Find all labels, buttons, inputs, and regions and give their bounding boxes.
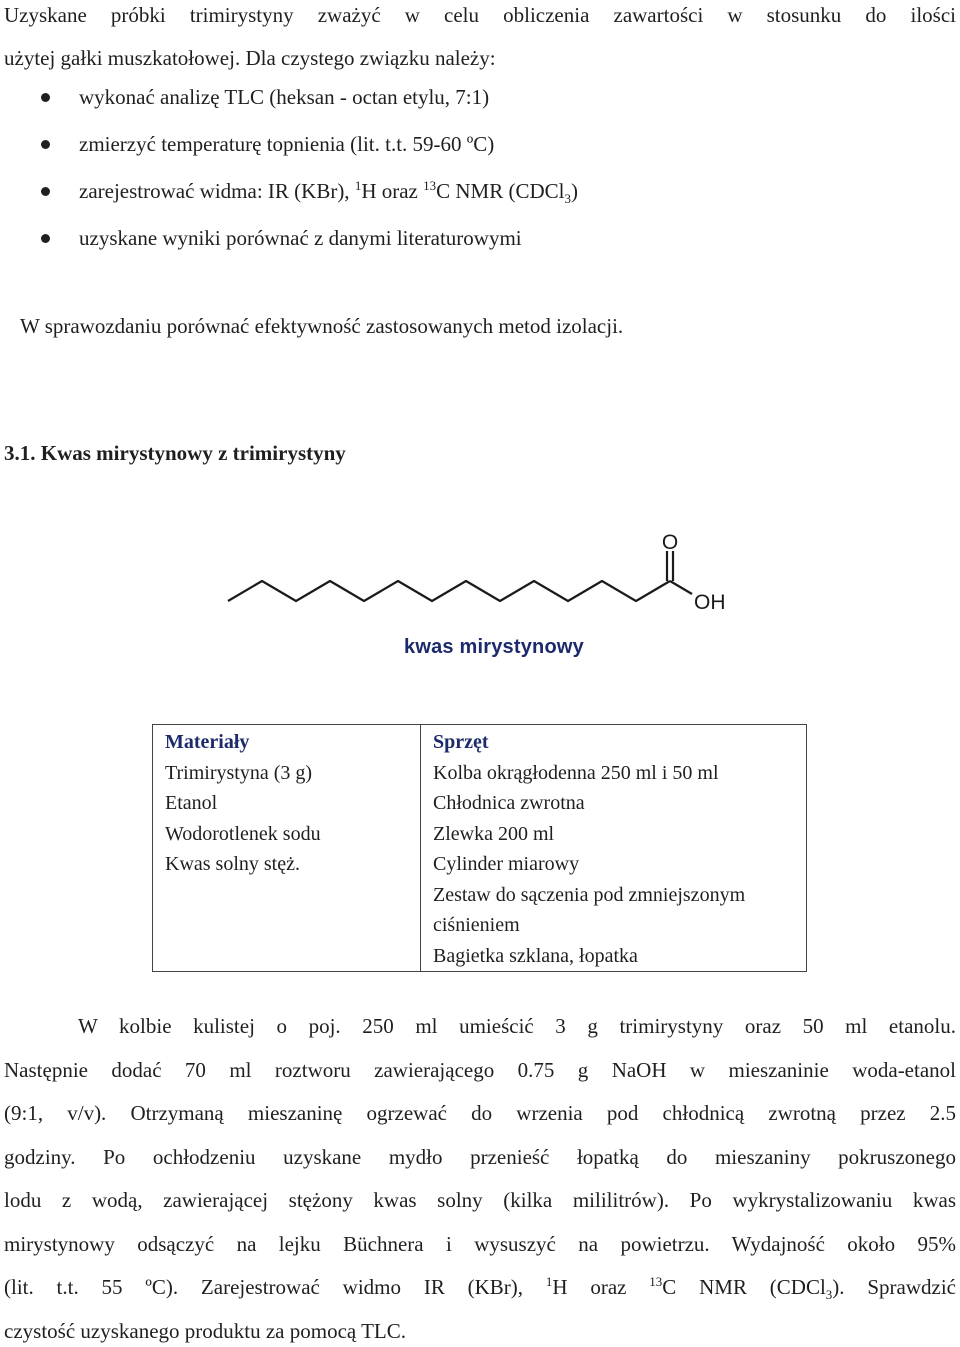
materials-table <box>152 724 807 972</box>
procedure-line: czystość uzyskanego produktu za pomocą TLC. <box>4 1319 407 1343</box>
procedure-line: Następnie dodać 70 ml roztworu zawierającego 0.75 g NaOH w mieszaninie woda-etanol <box>4 1058 956 1082</box>
procedure-line: (9:1, v/v). Otrzymaną mieszaninę ogrzewać do wrzenia pod chłodnicą zwrotną przez 2.5 <box>4 1101 956 1125</box>
structure-name: kwas mirystynowy <box>404 636 584 658</box>
list-item: wykonać analizę TLC (heksan - octan etylu, 7:1) <box>0 84 578 131</box>
intro-line-2: użytej gałki muszkatołowej. Dla czystego związku należy: <box>4 46 496 70</box>
bullet-icon <box>41 187 50 196</box>
hydroxyl-bond <box>670 581 692 594</box>
procedure-line: W kolbie kulistej o poj. 250 ml umieścić 3 g trimirystyny oraz 50 ml etanolu. <box>78 1014 956 1038</box>
equipment-item: Chłodnica zwrotna <box>433 792 585 814</box>
list-item: zmierzyć temperaturę topnienia (lit. t.t. 59-60 ºC) <box>0 131 578 178</box>
procedure-line: (lit. t.t. 55 ºC). Zarejestrować widmo IR (KBr), $^1$H oraz $^{13}$C NMR (CDCl$_3$). Sprawdzić <box>4 1274 956 1303</box>
equipment-item: Zestaw do sączenia pod zmniejszonym ciśnieniem <box>433 883 746 936</box>
hydroxyl-label: OH <box>694 591 726 614</box>
materials-header: Materiały <box>165 731 250 753</box>
oxygen-label: O <box>661 531 679 554</box>
bullet-icon <box>41 93 50 102</box>
materials-column <box>153 725 421 972</box>
section-heading: 3.1. Kwas mirystynowy z trimirystyny <box>4 441 346 465</box>
materials-item: Kwas solny stęż. <box>165 853 300 875</box>
carbon-chain <box>228 581 670 601</box>
equipment-item: Bagietka szklana, łopatka <box>433 944 638 967</box>
procedure-line: mirystynowy odsączyć na lejku Büchnera i wysuszyć na powietrzu. Wydajność około 95% <box>4 1232 956 1256</box>
bullet-icon <box>41 140 50 149</box>
materials-item: Etanol <box>165 792 218 814</box>
equipment-item: Zlewka 200 ml <box>433 822 555 845</box>
list-item: uzyskane wyniki porównać z danymi literaturowymi <box>0 225 578 272</box>
procedure-line: godziny. Po ochłodzeniu uzyskane mydło przenieść łopatką do mieszaniny pokruszonego <box>4 1145 956 1169</box>
report-note: W sprawozdaniu porównać efektywność zastosowanych metod izolacji. <box>20 314 624 338</box>
intro-line-1: Uzyskane próbki trimirystyny zważyć w celu obliczenia zawartości w stosunku do ilości <box>4 3 956 27</box>
equipment-column <box>421 725 807 972</box>
materials-item: Trimirystyna (3 g) <box>165 761 313 784</box>
materials-item: Wodorotlenek sodu <box>165 822 321 845</box>
equipment-item: Cylinder miarowy <box>433 853 580 875</box>
bullet-icon <box>41 234 50 243</box>
list-item: zarejestrować widma: IR (KBr), $^1$H oraz $^{13}$C NMR (CDCl$_3$) <box>0 178 578 225</box>
equipment-header: Sprzęt <box>433 731 489 753</box>
equipment-item: Kolba okrągłodenna 250 ml i 50 ml <box>433 761 719 784</box>
requirements-list <box>0 84 578 272</box>
procedure-line: lodu z wodą, zawierającej stężony kwas solny (kilka mililitrów). Po wykrystalizowaniu kwas <box>4 1188 956 1212</box>
